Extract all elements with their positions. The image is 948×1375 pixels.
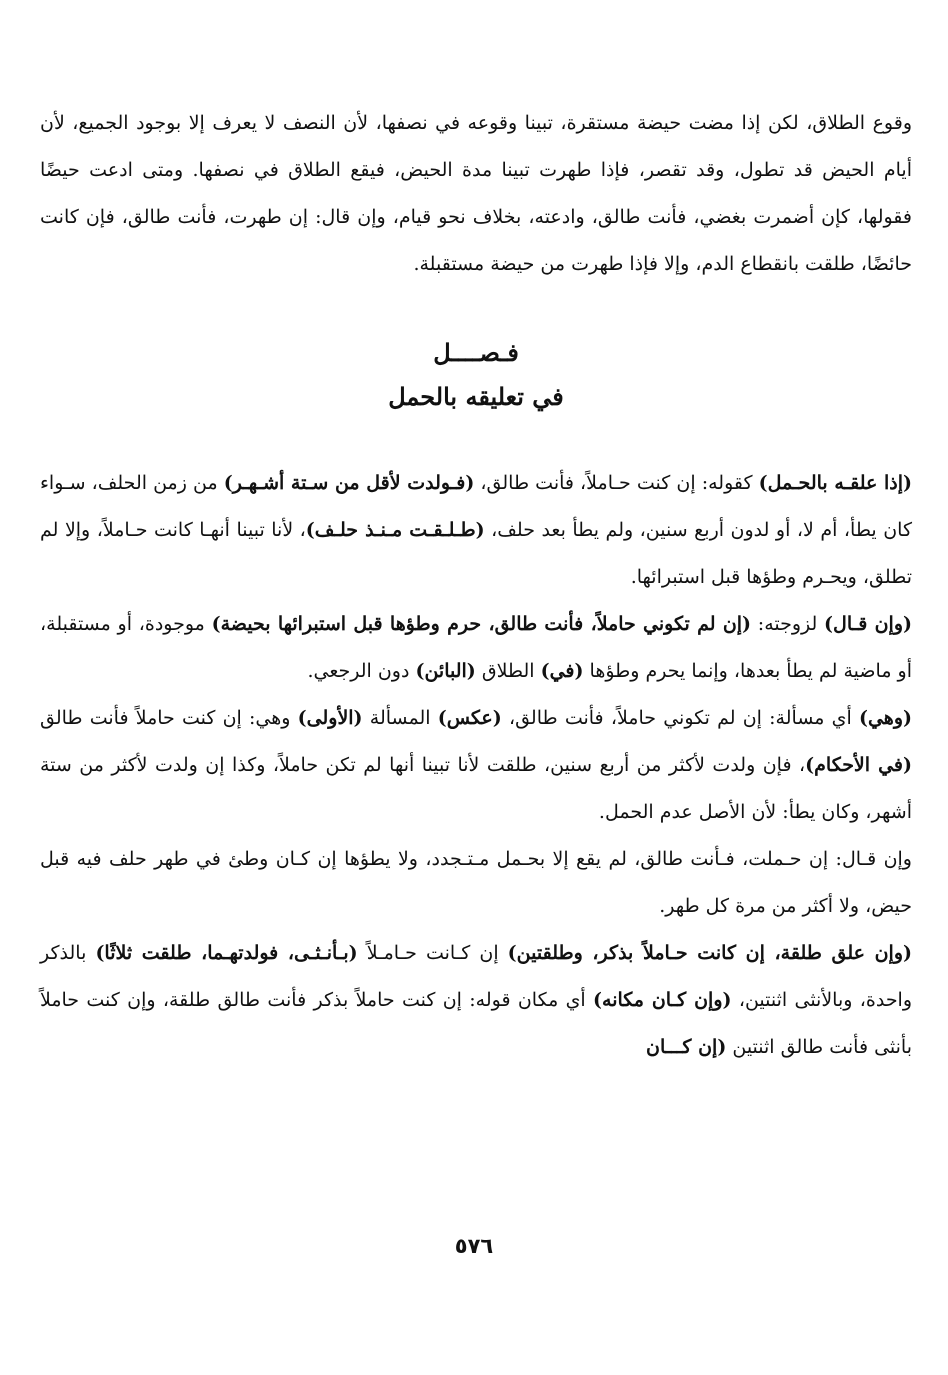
body-text: لزوجته: — [751, 613, 825, 635]
bold-text: (وإن قـال) — [824, 613, 912, 635]
bold-text: (طـلـقـت مـنـذ حلـف) — [305, 519, 485, 541]
intro-paragraph: وقوع الطلاق، لكن إذا مضت حيضة مستقرة، تبينا وقوعه في نصفها، لأن النصف لا يعرف إلا بوجود الجميع، لأن أيام الحيض قد تطول، وقد تقصر، فإذا طهرت تبينا مدة الحيض، فيقع الطلاق في نصفها. ومتى ادعت حيضًا فقولها، كإن أضمرت بغضي، فأنت طالق، وادعته، بخلاف نحو قيام، وإن قال: إن طهرت، فأنت طالق، فإن كانت حائضًا، طلقت بانقطاع الدم، وإلا فإذا طهرت من حيضة مستقبلة. — [40, 112, 912, 275]
paragraph-conditional-pregnancy — [40, 460, 912, 601]
body-text: كقوله: إن كنت حـاملاً، فأنت طالق، — [474, 472, 759, 494]
body-text: دون الرجعي. — [307, 660, 416, 682]
body-text: أي مكان قوله: إن كنت حاملاً بذكر فأنت طالق طلقة، وإن كنت حاملاً بأنثى فأنت طالق اثنتين — [40, 989, 912, 1058]
body-text: وهي: إن كنت حاملاً فأنت طالق — [40, 707, 298, 729]
body-text: المسألة — [362, 707, 438, 729]
body-text: أي مسألة: إن لم تكوني حاملاً، فأنت طالق، — [501, 707, 859, 729]
bold-text: (عكس) — [437, 707, 502, 729]
body-text: من زمن الحلف، سـواء كان يطأ، أم لا، أو لدون أربع سنين، ولم يطأ بعد حلف، — [40, 472, 912, 541]
bold-text: (وإن كـان مكانه) — [593, 989, 732, 1011]
section-label: فـصــــل — [433, 338, 519, 367]
bold-text: (في) — [540, 660, 584, 682]
bold-text: (إن كـــان — [645, 1036, 727, 1058]
body-text: بالذكر واحدة، وبالأنثى اثنتين، — [40, 942, 913, 1011]
bold-text: (إن لم تكوني حاملاً، فأنت طالق، حرم وطؤها قبل استبرائها بحيضة) — [211, 613, 752, 635]
body-text: ، لأنا تبينا أنهـا كانت حـاملاً، وإلا لم تطلق، ويحـرم وطؤها قبل استبرائها. — [40, 519, 912, 588]
bold-text: (وهي) — [858, 707, 912, 729]
body-text: ، فإن ولدت لأكثر من أربع سنين، طلقت لأنا تبينا أنها لم تكن حاملاً، وكذا إن ولدت لأكثر من ستة أشهر، وكان يطأ: لأن الأصل عدم الحمل. — [40, 754, 912, 823]
section-heading — [40, 332, 912, 420]
body-text: موجودة، أو مستقبلة، أو ماضية لم يطأ بعدها، وإنما يحرم وطؤها — [40, 613, 912, 682]
bold-text: (وإن علق طلقة، إن كانت حـاملاً بذكر، وطلقتين) — [507, 942, 912, 964]
paragraph-not-pregnant — [40, 601, 912, 695]
bold-text: (البائن) — [415, 660, 476, 682]
bold-text: (الأولى) — [297, 707, 363, 729]
bold-text: (في الأحكام) — [805, 754, 913, 776]
paragraph-male-female — [40, 930, 912, 1071]
body-text: الطلاق — [475, 660, 541, 682]
body-text: إن كـانت حـامـلاً — [357, 942, 508, 964]
paragraph-reverse-case — [40, 695, 912, 836]
paragraph-if-she-conceives: وإن قـال: إن حـملت، فـأنت طالق، لم يقع إلا بحـمل مـتـجدد، ولا يطؤها إن كـان وطئ في طهر حلف فيه قبل حيض، ولا أكثر من مرة كل طهر. — [40, 848, 912, 917]
bold-text: (إذا علقـه بالحـمل) — [758, 472, 912, 494]
page-body — [40, 100, 912, 1071]
section-title: في تعليقه بالحمل — [388, 382, 564, 411]
page-number: ٥٧٦ — [454, 1234, 494, 1258]
bold-text: (فـولدت لأقل من سـتة أشـهـر) — [223, 472, 475, 494]
bold-text: (بـأنـثـى، فولدتهـما، طلقت ثلاثًا) — [95, 942, 358, 964]
